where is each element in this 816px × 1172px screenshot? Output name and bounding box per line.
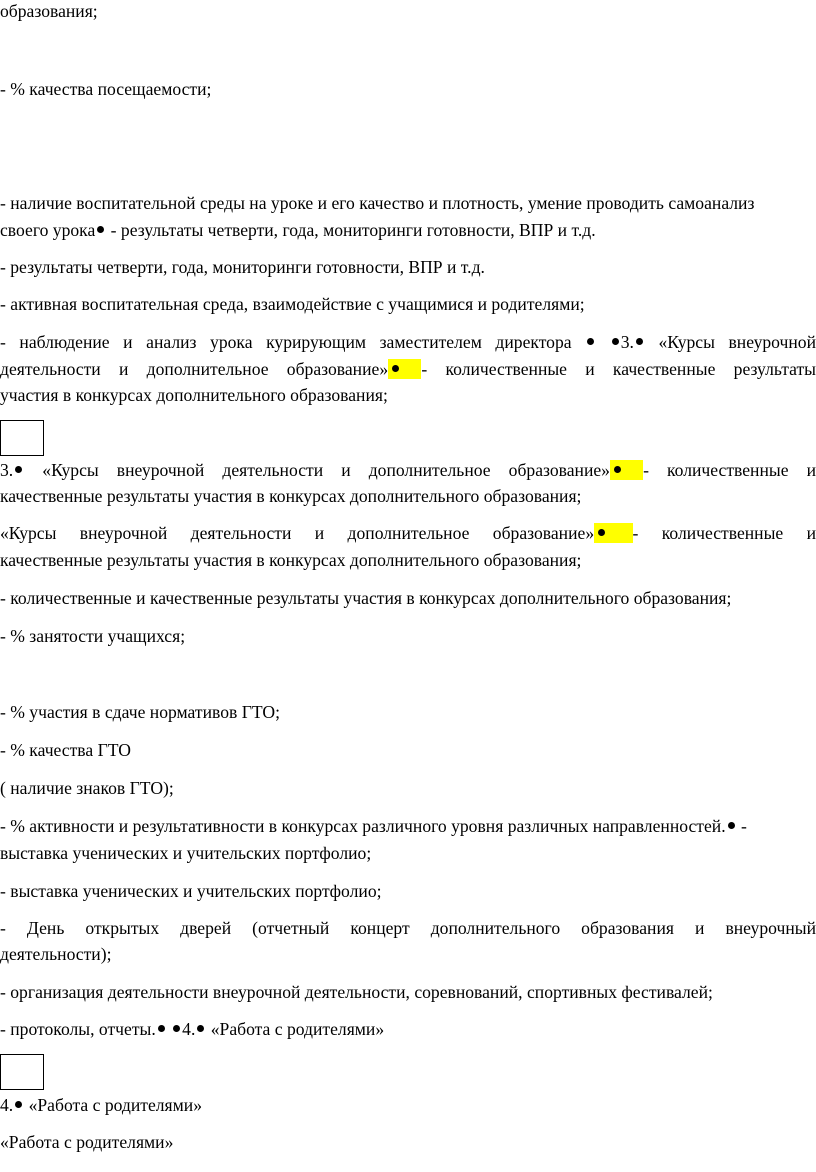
bullet-icon: [15, 466, 22, 473]
text-line: «Курсы внеурочной деятельности и дополнительное образование» - количественные и: [0, 523, 816, 543]
text-line: - наличие воспитательной среды на уроке и его качество и плотность, умение проводить самоанализ: [0, 193, 755, 213]
text-line: качественные результаты участия в конкурсах дополнительного образования;: [0, 486, 582, 506]
bullet-icon: [197, 1025, 204, 1032]
text-line: деятельности и дополнительное образование» - количественные и качественные результаты: [0, 359, 816, 379]
text-line: деятельности);: [0, 944, 112, 964]
highlight-mark: [388, 359, 421, 379]
text-line: качественные результаты участия в конкурсах дополнительного образования;: [0, 550, 582, 570]
text-line: - активная воспитательная среда, взаимодействие с учащимися и родителями;: [0, 294, 585, 314]
bullet-icon: [728, 822, 735, 829]
highlight-mark: [594, 523, 632, 543]
text-line: - % качества ГТО: [0, 740, 131, 760]
bullet-icon: [636, 338, 643, 345]
bullet-icon: [173, 1025, 180, 1032]
bullet-icon: [614, 466, 621, 473]
highlight-mark: [610, 460, 643, 480]
bullet-icon: [392, 365, 399, 372]
text-line: образования;: [0, 1, 98, 21]
bullet-icon: [15, 1101, 22, 1108]
text-line: выставка ученических и учительских портфолио;: [0, 843, 372, 863]
text-line: - организация деятельности внеурочной деятельности, соревнований, спортивных фестивалей;: [0, 982, 713, 1002]
empty-box: [0, 420, 44, 456]
text-line: - % занятости учащихся;: [0, 626, 186, 646]
bullet-icon: [158, 1025, 165, 1032]
text-line: 3. «Курсы внеурочной деятельности и дополнительное образование» - количественные и: [0, 460, 816, 480]
text-line: своего урока - результаты четверти, года, мониторинги готовности, ВПР и т.д.: [0, 220, 596, 240]
text-line: - результаты четверти, года, мониторинги готовности, ВПР и т.д.: [0, 257, 485, 277]
text-line: - выставка ученических и учительских портфолио;: [0, 881, 382, 901]
text-line: 4. «Работа с родителями»: [0, 1095, 202, 1115]
bullet-icon: [598, 529, 605, 536]
bullet-icon: [97, 226, 104, 233]
text-line: - % качества посещаемости;: [0, 79, 212, 99]
text-line: ( наличие знаков ГТО);: [0, 778, 174, 798]
text-line: - количественные и качественные результаты участия в конкурсах дополнительного образования;: [0, 588, 732, 608]
empty-box: [0, 1054, 44, 1090]
text-line: - День открытых дверей (отчетный концерт дополнительного образования и внеурочный: [0, 918, 816, 938]
text-line: участия в конкурсах дополнительного образования;: [0, 385, 388, 405]
bullet-icon: [587, 338, 594, 345]
text-line: «Работа с родителями»: [0, 1132, 174, 1152]
text-line: - % активности и результативности в конкурсах различного уровня различных направленностей. -: [0, 816, 747, 836]
text-line: - наблюдение и анализ урока курирующим заместителем директора 3. «Курсы внеурочной: [0, 332, 816, 352]
text-line: - % участия в сдаче нормативов ГТО;: [0, 702, 280, 722]
bullet-icon: [612, 338, 619, 345]
text-line: - протоколы, отчеты. 4. «Работа с родителями»: [0, 1019, 385, 1039]
